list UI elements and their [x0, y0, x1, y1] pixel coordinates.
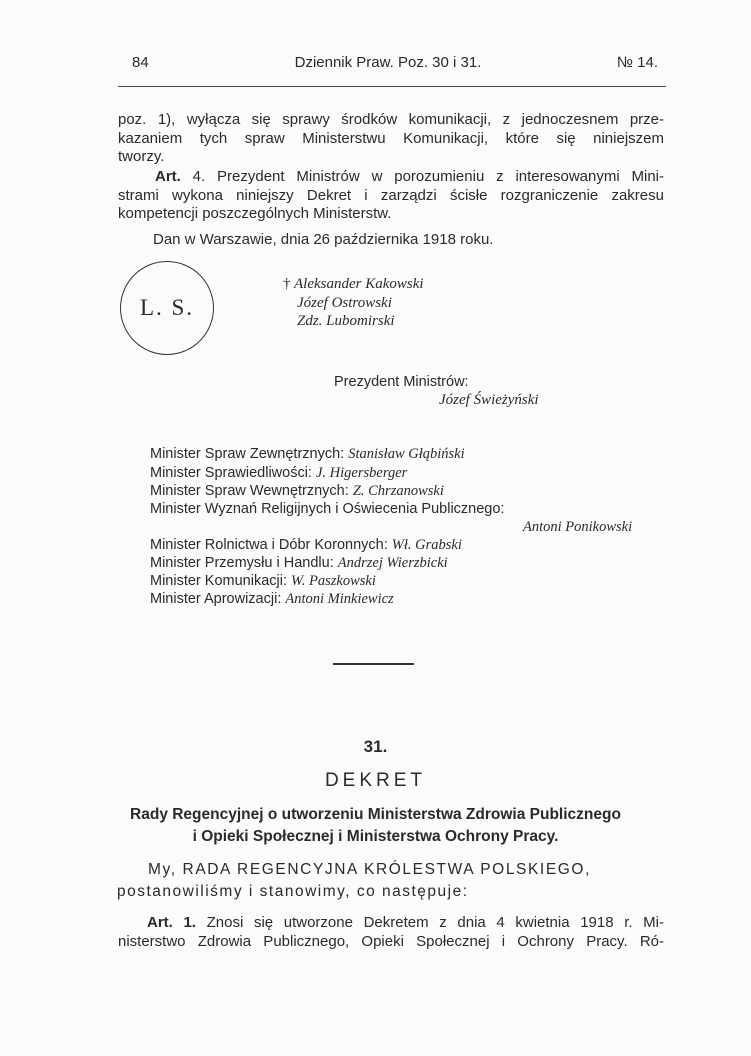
minister-name: Stanisław Głąbiński: [348, 446, 465, 462]
signatory-name-1: Aleksander Kakowski: [293, 276, 424, 292]
section-separator: [333, 663, 414, 665]
president-name: Józef Świeżyński: [439, 392, 539, 408]
minister-name: W. Paszkowski: [291, 573, 376, 589]
intro-line-1: poz. 1), wyłącza się sprawy środków komunikacji, z jednoczesnem prze-: [118, 111, 664, 128]
president-label: Prezydent Ministrów:: [334, 374, 469, 390]
minister-name: Antoni Minkiewicz: [285, 591, 394, 607]
minister-title: Minister Spraw Wewnętrznych:: [150, 483, 349, 499]
minister-row: [150, 446, 465, 463]
article-4-line-2: strami wykona niniejszy Dekret i zarządzi ścisłe rozgraniczenie zakresu: [118, 186, 664, 204]
intro-line-2: kazaniem tych spraw Ministerstwu Komunikacji, które się niniejszem: [118, 129, 664, 147]
header-rule: [118, 86, 666, 87]
minister-name: Z. Chrzanowski: [352, 483, 444, 499]
issue-number: № 14.: [616, 54, 658, 71]
minister-row: [150, 591, 394, 608]
minister-title: Minister Spraw Zewnętrznych:: [150, 446, 345, 462]
dated-line: Dan w Warszawie, dnia 26 października 1918 roku.: [153, 231, 494, 248]
minister-row: [150, 483, 444, 500]
decree-subtitle-2: i Opieki Społecznej i Ministerstwa Ochrony Pracy.: [192, 828, 559, 845]
article-4-line-1: 4. Prezydent Ministrów w porozumieniu z interesowanymi Mini-: [180, 168, 664, 185]
minister-row: [150, 501, 504, 517]
intro-paragraph: [118, 111, 664, 167]
decree-number: 31.: [363, 737, 388, 756]
intro-line-3: tworzy.: [118, 148, 165, 165]
seal-text: L. S.: [139, 295, 195, 320]
cross-symbol: †: [283, 276, 291, 292]
preamble-line-2: postanowiliśmy i stanowimy, co następuje:: [117, 883, 469, 900]
signatory-name-2: Józef Ostrowski: [297, 295, 392, 311]
seal-ls: [120, 261, 214, 355]
minister-name: Wł. Grabski: [391, 537, 462, 553]
article-1-line-2: nisterstwo Zdrowia Publicznego, Opieki Społecznej i Ochrony Pracy. Ró-: [118, 932, 664, 950]
page-header: [118, 54, 658, 76]
minister-title: Minister Przemysłu i Handlu:: [150, 555, 334, 571]
article-4-label: Art.: [155, 168, 181, 185]
minister-row: [150, 465, 407, 482]
minister-title: Minister Aprowizacji:: [150, 591, 282, 607]
signatory-1: [283, 275, 424, 293]
article-1: [118, 914, 664, 951]
preamble-line-1: My, RADA REGENCYJNA KRÓLESTWA POLSKIEGO,: [148, 861, 591, 878]
article-4-line-3: kompetencji poszczególnych Ministerstw.: [118, 205, 392, 222]
page-number: 84: [132, 54, 149, 71]
decree-subtitle-1: Rady Regencyjnej o utworzeniu Ministerstwa Zdrowia Publicznego: [130, 806, 621, 823]
article-1-label: Art. 1.: [147, 914, 196, 931]
decree-heading: DEKRET: [324, 770, 427, 791]
minister-name: Andrzej Wierzbicki: [337, 555, 448, 571]
journal-title: Dziennik Praw. Poz. 30 i 31.: [294, 54, 482, 71]
article-1-line-1: Znosi się utworzone Dekretem z dnia 4 kwietnia 1918 r. Mi-: [195, 914, 664, 931]
minister-title: Minister Rolnictwa i Dóbr Koronnych:: [150, 537, 388, 553]
minister-title: Minister Komunikacji:: [150, 573, 287, 589]
minister-title: Minister Sprawiedliwości:: [150, 465, 312, 481]
minister-row: [150, 555, 448, 572]
minister-title: Minister Wyznań Religijnych i Oświecenia Publicznego:: [150, 501, 505, 517]
minister-name: J. Higersberger: [316, 465, 408, 481]
signatory-name-3: Zdz. Lubomirski: [297, 313, 395, 329]
minister-row: [150, 573, 376, 590]
minister-name-wyznan: Antoni Ponikowski: [523, 519, 633, 535]
article-4: [118, 168, 664, 224]
minister-row: [150, 537, 462, 554]
